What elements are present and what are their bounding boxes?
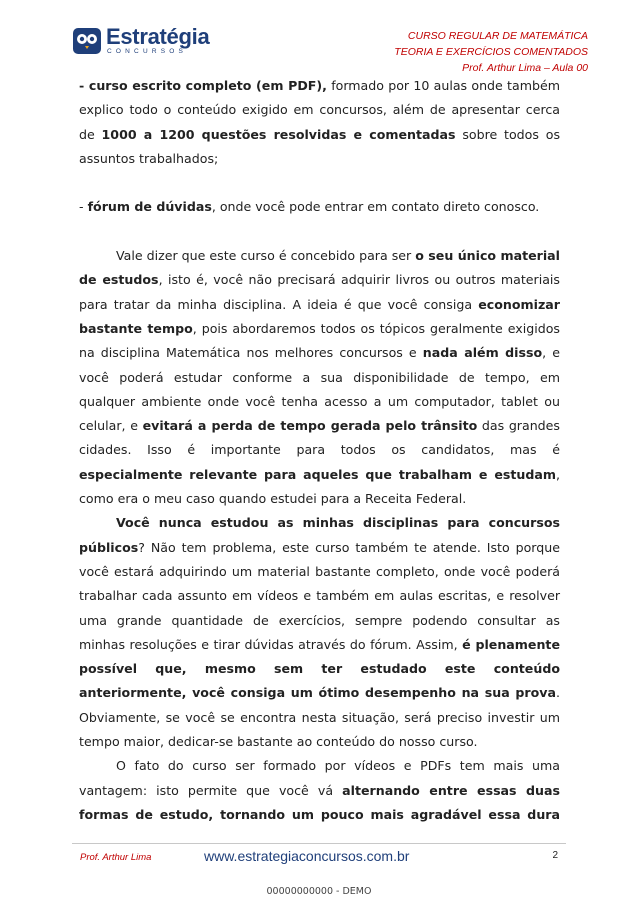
paragraph-single-material [79,244,560,511]
text-run: , como era o meu caso quando estudei para a Receita Federal. [79,466,560,507]
text-run: - [79,199,88,215]
text-run: O fato do curso ser formado por vídeos e PDFs tem mais uma vantagem: isto permite que você vá [79,758,560,798]
paragraph-advantage [79,754,560,827]
bold-text-run: evitará a perda de tempo gerada pelo trânsito [142,418,478,434]
bold-text-run: nada além disso [422,345,543,361]
footer-website-link[interactable]: www.estrategiaconcursos.com.br [204,848,410,864]
bold-text-run: economizar bastante tempo [79,296,560,336]
course-subtitle: TEORIA E EXERCÍCIOS COMENTADOS [394,46,588,58]
text-run: formado por 10 aulas onde também explico todo o conteúdo exigido em concursos, além de apresentar cerca de [79,78,560,142]
paragraph-written-course [79,74,560,171]
text-run: , e você poderá estudar conforme a sua disponibilidade de tempo, em qualquer ambiente onde você tenha acesso a um computador, tablet ou celular, e [79,345,560,434]
paragraph-forum [79,195,560,219]
text-run: das grandes cidades. Isso é importante para todos os candidatos, mas é [79,418,560,458]
text-run: , onde você pode entrar em contato direto conosco. [211,199,540,215]
text-run: , isto é, você não precisará adquirir livros ou outros materiais para tratar da minha disciplina. A ideia é que você consiga [79,272,560,312]
course-title: CURSO REGULAR DE MATEMÁTICA [407,30,588,42]
text-run: ? Não tem problema, este curso também te atende. Isto porque você estará adquirindo um material bastante completo, onde você poderá trabalhar cada assunto em vídeos e também em aulas escritas, e resolver uma grande quantidade de exercícios, sempre podendo consultar as minhas resoluções e tirar dúvidas através do fórum. Assim, [79,539,560,652]
course-header [394,28,588,76]
footer-divider [72,843,566,844]
bold-text-run: especialmente relevante para aqueles que trabalham e estudam [79,466,556,482]
text-run: sobre todos os assuntos trabalhados; [79,126,561,166]
bold-text-run: - curso escrito completo (em PDF), [79,78,327,93]
bold-text-run: é plenamente possível que, mesmo sem ter estudado este conteúdo anteriormente, você consiga um ótimo desempenho na sua prova [79,636,560,701]
bold-text-run: o seu único material de estudos [79,248,560,288]
paragraph-never-studied [79,511,560,754]
body-text [79,74,560,827]
text-run: . Obviamente, se você se encontra nesta situação, será preciso investir um tempo maior, dedicar-se bastante ao conteúdo do nosso curso. [79,685,560,750]
footer-author: Prof. Arthur Lima [80,852,152,863]
bold-text-run: fórum de dúvidas [87,199,212,215]
estrategia-logo [72,26,209,56]
logo-subtitle: CONCURSOS [107,48,188,56]
text-run: , pois abordaremos todos os tópicos geralmente exigidos na disciplina Matemática nos melhores concursos e [79,320,560,361]
owl-logo-icon [72,26,102,56]
text-run: Vale dizer que este curso é concebido para ser [116,248,416,264]
bold-text-run: 1000 a 1200 questões resolvidas e comentadas [101,126,456,142]
page-number: 2 [552,850,558,861]
bold-text-run: Você nunca estudou as minhas disciplinas para concursos públicos [79,515,560,555]
logo-wordmark: Estratégia [106,24,210,50]
page-footer [72,848,566,868]
demo-watermark: 00000000000 - DEMO [266,886,372,897]
lesson-label: Prof. Arthur Lima – Aula 00 [462,62,588,74]
bold-text-run: alternando entre essas duas formas de estudo, tornando um pouco mais agradável essa dura [79,782,560,822]
